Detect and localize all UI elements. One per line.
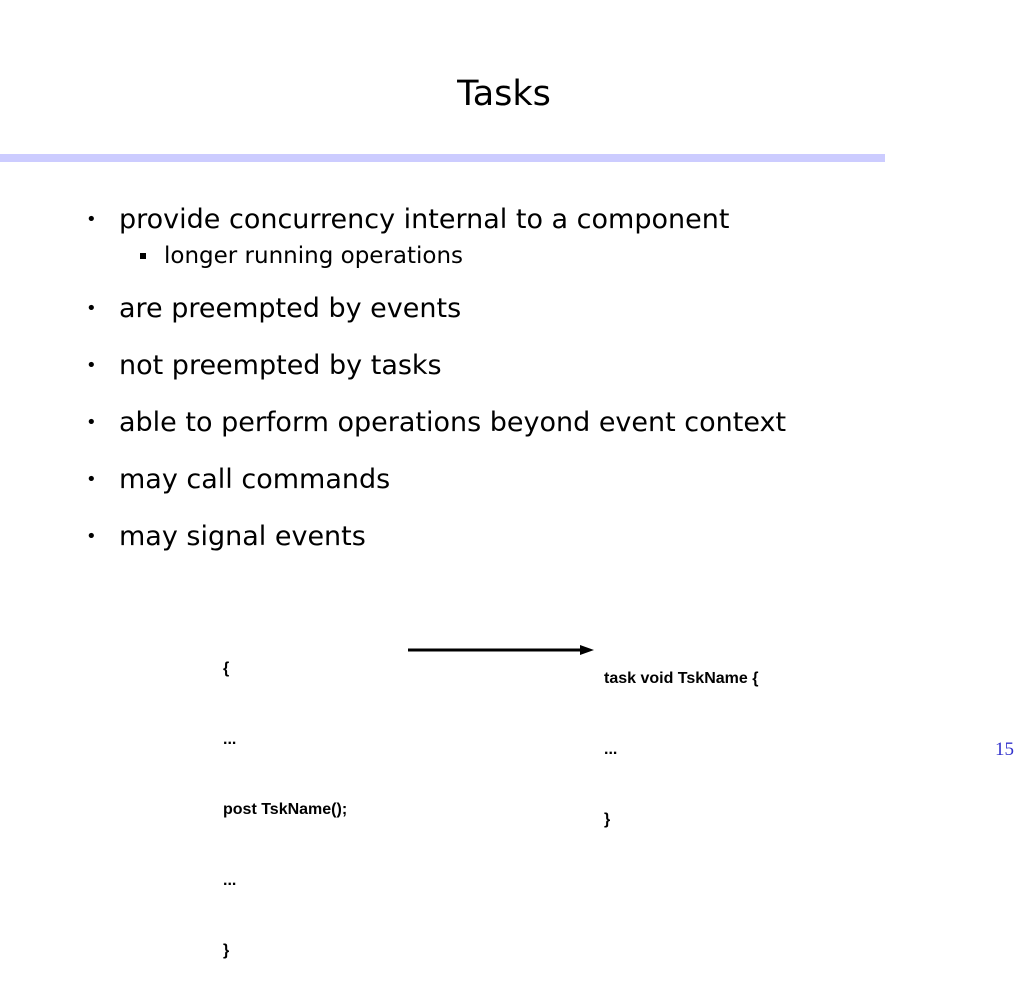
sub-bullet-item	[0, 241, 786, 271]
slide-title: Tasks	[457, 74, 551, 114]
bullet-dot-icon: •	[86, 412, 97, 433]
code-line: }	[223, 942, 230, 959]
code-line: ...	[604, 740, 618, 758]
bullet-text: may call commands	[119, 464, 391, 495]
bullet-text: not preempted by tasks	[119, 350, 442, 381]
bullet-text: may signal events	[119, 521, 366, 552]
bullet-text: able to perform operations beyond event context	[119, 407, 787, 438]
code-line: task void TskName {	[604, 670, 759, 687]
task-code-block	[604, 620, 758, 855]
bullet-item	[0, 200, 786, 239]
caller-code-block	[223, 610, 347, 986]
code-line: }	[604, 811, 611, 828]
arrow-right-icon	[408, 641, 594, 661]
code-line: post TskName();	[223, 801, 348, 818]
title-rule	[0, 154, 885, 162]
bullet-item	[0, 346, 786, 385]
bullet-dot-icon: •	[86, 526, 97, 547]
bullet-dot-icon: •	[86, 355, 97, 376]
bullet-list	[0, 200, 786, 556]
bullet-dot-icon: •	[86, 298, 97, 319]
square-bullet-icon	[140, 253, 146, 259]
code-line: ...	[223, 871, 237, 889]
sub-bullet-text: longer running operations	[164, 243, 464, 269]
bullet-item	[0, 289, 786, 328]
bullet-item	[0, 403, 786, 442]
bullet-dot-icon: •	[86, 209, 97, 230]
code-line: ...	[223, 730, 237, 748]
bullet-text: are preempted by events	[119, 293, 462, 324]
bullet-item	[0, 460, 786, 499]
bullet-item	[0, 517, 786, 556]
code-line: {	[223, 660, 230, 677]
bullet-dot-icon: •	[86, 469, 97, 490]
page-number: 15	[995, 739, 1014, 760]
bullet-text: provide concurrency internal to a component	[119, 204, 730, 235]
